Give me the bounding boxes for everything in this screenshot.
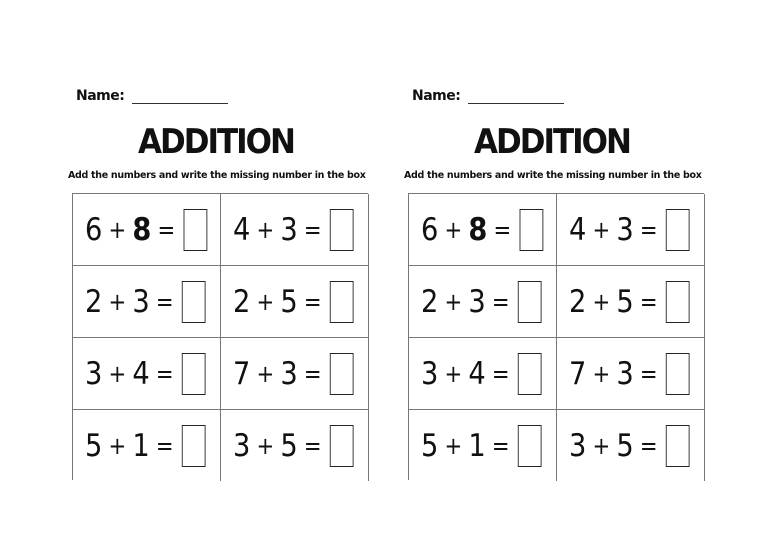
- plus-sign: +: [592, 431, 612, 460]
- addend-b: 3: [280, 355, 299, 392]
- answer-box[interactable]: [666, 353, 690, 395]
- equals-sign: =: [303, 431, 323, 460]
- equation: [421, 425, 547, 467]
- equation: [421, 353, 547, 395]
- plus-sign: +: [256, 431, 276, 460]
- equals-sign: =: [303, 215, 323, 244]
- equation: [569, 281, 695, 323]
- plus-sign: +: [592, 215, 612, 244]
- addend-a: 3: [569, 427, 588, 464]
- equals-sign: =: [639, 359, 659, 388]
- addend-b: 5: [280, 283, 299, 320]
- addend-b: 8: [132, 211, 153, 248]
- answer-box[interactable]: [666, 209, 690, 251]
- answer-box[interactable]: [330, 425, 354, 467]
- problem-cell: [221, 338, 369, 410]
- equals-sign: =: [303, 359, 323, 388]
- answer-box[interactable]: [518, 353, 542, 395]
- equals-sign: =: [155, 431, 175, 460]
- answer-box[interactable]: [666, 281, 690, 323]
- answer-box[interactable]: [183, 209, 207, 251]
- addend-b: 1: [468, 427, 487, 464]
- equals-sign: =: [639, 431, 659, 460]
- problem-cell: [409, 410, 557, 481]
- addend-b: 5: [616, 427, 635, 464]
- name-row: [76, 88, 228, 104]
- equals-sign: =: [155, 287, 175, 316]
- answer-box[interactable]: [330, 209, 354, 251]
- plus-sign: +: [592, 287, 612, 316]
- equation: [569, 425, 695, 467]
- addend-a: 3: [233, 427, 252, 464]
- answer-box[interactable]: [519, 209, 543, 251]
- equals-sign: =: [639, 215, 659, 244]
- addend-a: 2: [421, 283, 440, 320]
- plus-sign: +: [108, 359, 128, 388]
- addend-b: 3: [280, 211, 299, 248]
- addend-a: 7: [569, 355, 588, 392]
- addend-b: 4: [132, 355, 151, 392]
- problem-cell: [221, 410, 369, 481]
- plus-sign: +: [444, 287, 464, 316]
- problem-grid: [408, 193, 704, 480]
- equation: [569, 209, 695, 251]
- addend-b: 3: [468, 283, 487, 320]
- plus-sign: +: [256, 215, 276, 244]
- answer-box[interactable]: [330, 281, 354, 323]
- addend-b: 3: [616, 211, 635, 248]
- equation: [421, 209, 548, 251]
- problem-cell: [221, 266, 369, 338]
- worksheet-instructions: Add the numbers and write the missing number in the box: [404, 170, 702, 181]
- answer-box[interactable]: [330, 353, 354, 395]
- problem-cell: [409, 338, 557, 410]
- name-line[interactable]: [132, 91, 228, 104]
- addend-a: 5: [85, 427, 104, 464]
- plus-sign: +: [256, 287, 276, 316]
- equals-sign: =: [491, 359, 511, 388]
- problem-cell: [557, 194, 705, 266]
- addend-a: 6: [85, 211, 104, 248]
- name-line[interactable]: [468, 91, 564, 104]
- answer-box[interactable]: [518, 425, 542, 467]
- name-row: [412, 88, 564, 104]
- problem-cell: [221, 194, 369, 266]
- plus-sign: +: [108, 431, 128, 460]
- addend-b: 3: [616, 355, 635, 392]
- equation: [233, 353, 359, 395]
- problem-cell: [557, 338, 705, 410]
- plus-sign: +: [108, 287, 128, 316]
- problem-cell: [73, 194, 221, 266]
- addend-a: 2: [569, 283, 588, 320]
- problem-cell: [73, 266, 221, 338]
- answer-box[interactable]: [182, 353, 206, 395]
- problem-grid: [72, 193, 368, 480]
- equals-sign: =: [157, 215, 177, 244]
- problem-cell: [557, 410, 705, 481]
- equation: [85, 209, 212, 251]
- addend-a: 2: [85, 283, 104, 320]
- addend-a: 3: [421, 355, 440, 392]
- equation: [233, 209, 359, 251]
- addend-b: 8: [468, 211, 489, 248]
- addend-a: 4: [233, 211, 252, 248]
- plus-sign: +: [444, 431, 464, 460]
- equation: [569, 353, 695, 395]
- problem-cell: [409, 194, 557, 266]
- plus-sign: +: [256, 359, 276, 388]
- equation: [233, 281, 359, 323]
- answer-box[interactable]: [182, 281, 206, 323]
- name-label: Name:: [76, 88, 125, 104]
- problem-cell: [557, 266, 705, 338]
- equation: [233, 425, 359, 467]
- addend-a: 2: [233, 283, 252, 320]
- worksheet-title: ADDITION: [138, 122, 294, 162]
- equation: [85, 281, 211, 323]
- addend-b: 5: [280, 427, 299, 464]
- addend-b: 1: [132, 427, 151, 464]
- plus-sign: +: [444, 215, 464, 244]
- plus-sign: +: [444, 359, 464, 388]
- addend-b: 5: [616, 283, 635, 320]
- addend-a: 7: [233, 355, 252, 392]
- addend-b: 4: [468, 355, 487, 392]
- addend-a: 5: [421, 427, 440, 464]
- equals-sign: =: [155, 359, 175, 388]
- equation: [85, 353, 211, 395]
- answer-box[interactable]: [182, 425, 206, 467]
- equals-sign: =: [491, 431, 511, 460]
- problem-cell: [409, 266, 557, 338]
- problem-cell: [73, 338, 221, 410]
- plus-sign: +: [592, 359, 612, 388]
- name-label: Name:: [412, 88, 461, 104]
- addend-a: 6: [421, 211, 440, 248]
- equation: [421, 281, 547, 323]
- addend-b: 3: [132, 283, 151, 320]
- equals-sign: =: [639, 287, 659, 316]
- equals-sign: =: [491, 287, 511, 316]
- worksheet-title: ADDITION: [474, 122, 630, 162]
- addend-a: 3: [85, 355, 104, 392]
- equals-sign: =: [493, 215, 513, 244]
- problem-cell: [73, 410, 221, 481]
- answer-box[interactable]: [666, 425, 690, 467]
- answer-box[interactable]: [518, 281, 542, 323]
- addend-a: 4: [569, 211, 588, 248]
- equation: [85, 425, 211, 467]
- equals-sign: =: [303, 287, 323, 316]
- plus-sign: +: [108, 215, 128, 244]
- worksheet-instructions: Add the numbers and write the missing number in the box: [68, 170, 366, 181]
